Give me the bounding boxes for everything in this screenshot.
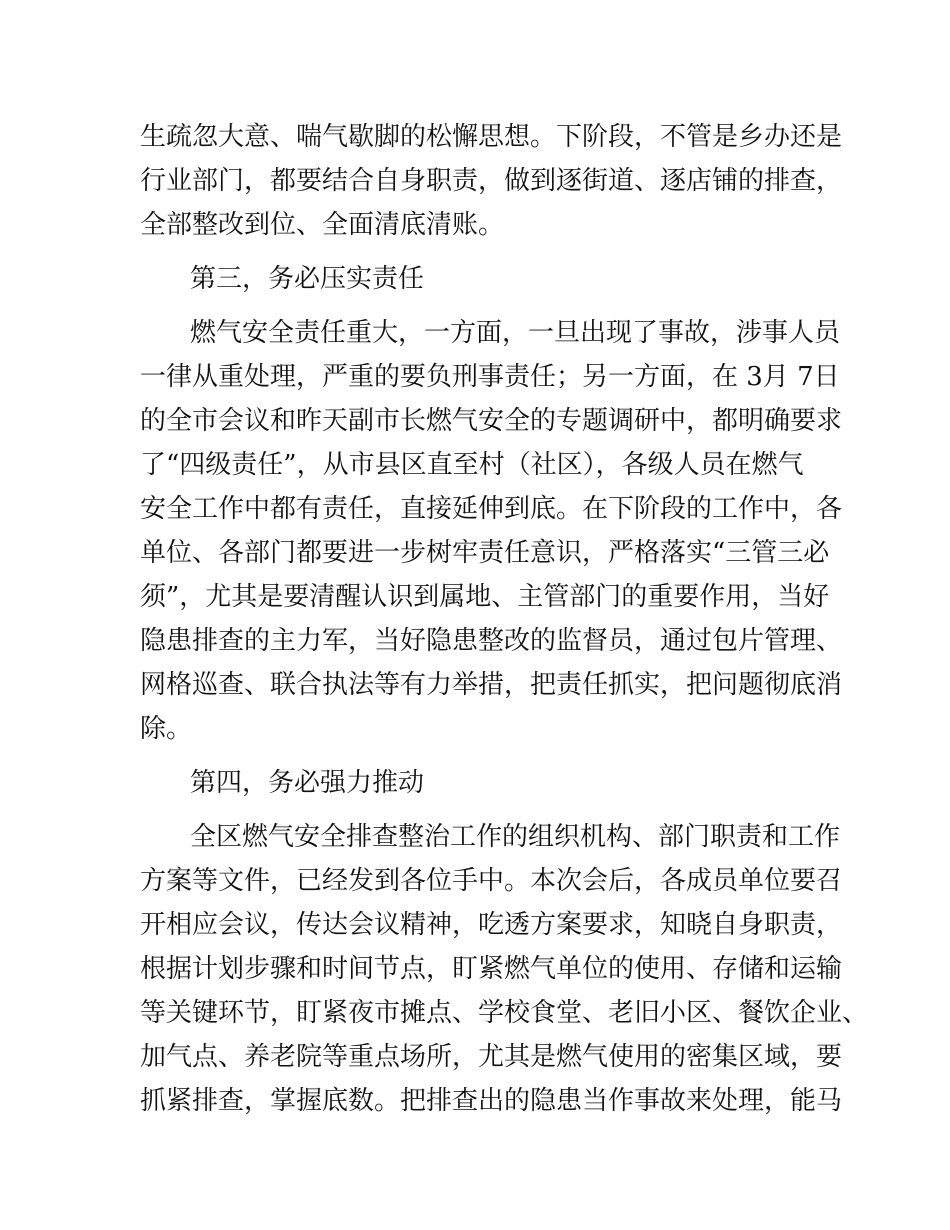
- text-line-11: 须”，尤其是要清醒认识到属地、主管部门的重要作用，当好: [140, 582, 830, 612]
- text-line-8: 了“四级责任”，从市县区直至村（社区），各级人员在燃气: [140, 450, 804, 480]
- text-line-10: 单位、各部门都要进一步树牢责任意识，严格落实“三管三必: [140, 538, 830, 568]
- text-line-3: 全部整改到位、全面清底清账。: [140, 210, 505, 240]
- text-line-22: 抓紧排查，掌握底数。把排查出的隐患当作事故来处理，能马: [140, 1086, 843, 1116]
- text-line-2: 行业部门，都要结合自身职责，做到逐街道、逐店铺的排查，: [140, 166, 843, 196]
- text-line-20: 等关键环节，盯紧夜市摊点、学校食堂、老旧小区、餐饮企业、: [140, 998, 869, 1028]
- text-line-6: 一律从重处理，严重的要负刑事责任；另一方面，在 3月 7日: [140, 362, 840, 392]
- section-heading-3: 第三，务必压实责任: [190, 264, 425, 294]
- text-line-12: 隐患排查的主力军，当好隐患整改的监督员，通过包片管理、: [140, 626, 843, 656]
- text-line-9: 安全工作中都有责任，直接延伸到底。在下阶段的工作中，各: [140, 494, 843, 524]
- text-line-14: 除。: [140, 714, 193, 744]
- text-line-5: 燃气安全责任重大，一方面，一旦出现了事故，涉事人员: [190, 318, 841, 348]
- text-line-21: 加气点、养老院等重点场所，尤其是燃气使用的密集区域，要: [140, 1042, 843, 1072]
- text-line-17: 方案等文件，已经发到各位手中。本次会后，各成员单位要召: [140, 866, 843, 896]
- text-line-19: 根据计划步骤和时间节点，盯紧燃气单位的使用、存储和运输: [140, 954, 843, 984]
- text-line-13: 网格巡查、联合执法等有力举措，把责任抓实，把问题彻底消: [140, 670, 843, 700]
- text-line-7: 的全市会议和昨天副市长燃气安全的专题调研中，都明确要求: [140, 406, 843, 436]
- text-line-1: 生疏忽大意、喘气歇脚的松懈思想。下阶段，不管是乡办还是: [140, 122, 843, 152]
- text-line-18: 开相应会议，传达会议精神，吃透方案要求，知晓自身职责，: [140, 910, 843, 940]
- text-line-16: 全区燃气安全排查整治工作的组织机构、部门职责和工作: [190, 822, 841, 852]
- section-heading-4: 第四，务必强力推动: [190, 768, 425, 798]
